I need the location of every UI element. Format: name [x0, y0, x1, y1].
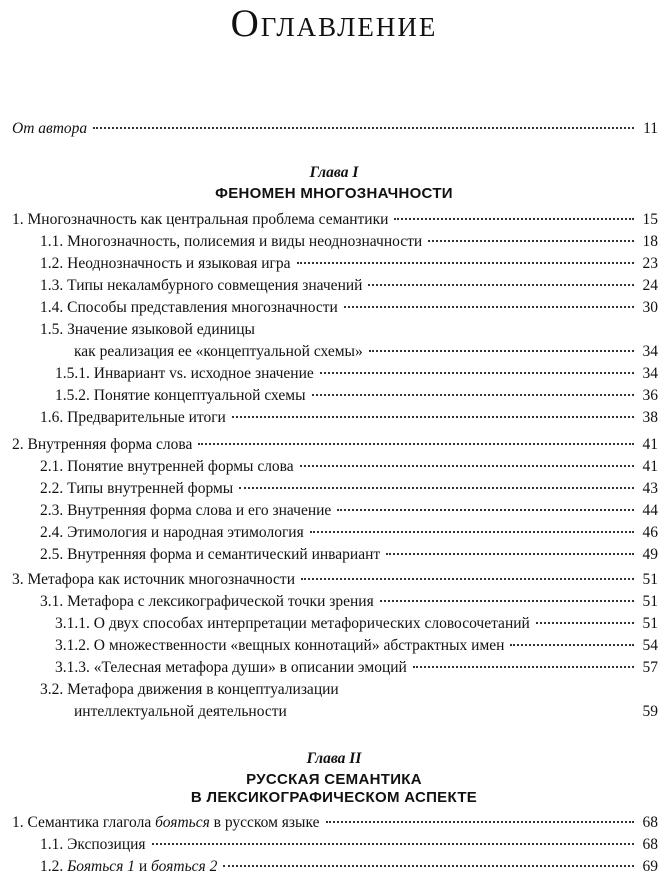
toc-entry-text: 1.3. Типы некаламбурного совмещения значений [40, 277, 363, 294]
toc-entry-text: 2.2. Типы внутренней формы [40, 480, 234, 497]
toc-entry[interactable] [0, 363, 658, 385]
toc-page-number: 68 [642, 814, 658, 831]
dot-leader [310, 531, 634, 533]
toc-entry-text: 2.3. Внутренняя форма слова и его значение [40, 502, 332, 519]
toc-entry-text: 3.1.1. О двух способах интерпретации метафорических словосочетаний [55, 615, 530, 632]
toc-entry[interactable] [0, 275, 658, 297]
toc-entry-text: От автора [12, 120, 88, 137]
dot-leader [337, 509, 634, 511]
toc-entry[interactable] [0, 253, 658, 275]
toc-entry-text: 1.5.2. Понятие концептуальной схемы [55, 387, 306, 404]
toc-entry-text: 3.1.3. «Телесная метафора души» в описании эмоций [55, 659, 407, 676]
toc-entry-text: 1.5. Значение языковой единицы [40, 321, 255, 338]
toc-page-number: 57 [642, 659, 658, 676]
chapter-heading: РУССКАЯ СЕМАНТИКА [246, 771, 422, 788]
toc-entry[interactable] [0, 635, 658, 657]
dot-leader [394, 218, 634, 220]
toc-entry[interactable] [0, 812, 658, 834]
toc-page-number: 51 [642, 593, 658, 610]
toc-entry-text: 1.1. Экспозиция [40, 836, 146, 853]
toc-entry-text: 3. Метафора как источник многозначности [12, 571, 295, 588]
toc-page-number: 69 [642, 858, 658, 875]
toc-entry[interactable] [0, 657, 658, 679]
toc-page-number: 23 [642, 255, 658, 272]
toc-page-number: 68 [642, 836, 658, 853]
toc-entry-text: 1.4. Способы представления многозначности [40, 299, 338, 316]
dot-leader [297, 262, 634, 264]
toc-page-number: 24 [642, 277, 658, 294]
toc-entry-text: 2.4. Этимология и народная этимология [40, 524, 304, 541]
toc-entry[interactable] [0, 856, 658, 878]
dot-leader [93, 127, 634, 129]
toc-page-number: 51 [642, 615, 658, 632]
toc-page-number: 36 [642, 387, 658, 404]
toc-entry-text: 1.2. Бояться 1 и бояться 2 [40, 858, 218, 875]
toc-entry[interactable] [0, 544, 658, 566]
dot-leader [413, 666, 634, 668]
dot-leader [369, 350, 634, 352]
dot-leader [312, 394, 635, 396]
toc-entry[interactable] [0, 341, 658, 363]
toc-entry-text: 1.1. Многозначность, полисемия и виды неоднозначности [40, 233, 423, 250]
toc-page-number: 59 [642, 703, 658, 720]
dot-leader [300, 465, 634, 467]
dot-leader [152, 843, 634, 845]
toc-entry[interactable] [0, 385, 658, 407]
toc-page-number: 41 [642, 436, 658, 453]
dot-leader [536, 622, 634, 624]
toc-entry[interactable] [0, 500, 658, 522]
toc-page-number: 34 [642, 343, 658, 360]
dot-leader [380, 600, 634, 602]
toc-entry-text: 1.5.1. Инвариант vs. исходное значение [55, 365, 314, 382]
toc-page-number: 34 [642, 365, 658, 382]
dot-leader [223, 865, 634, 867]
toc-page-number: 44 [642, 502, 658, 519]
toc-entry[interactable] [0, 231, 658, 253]
toc-entry-text: 2.1. Понятие внутренней формы слова [40, 458, 294, 475]
toc-entry-text: 1. Многозначность как центральная проблема семантики [12, 211, 389, 228]
toc-entry-text: как реализация ее «концептуальной схемы» [74, 343, 363, 360]
toc-entry-text: 3.1. Метафора с лексикографической точки зрения [40, 593, 374, 610]
toc-page-number: 41 [642, 458, 658, 475]
toc-entry[interactable] [0, 297, 658, 319]
dot-leader [239, 487, 634, 489]
toc-entry[interactable] [0, 209, 658, 231]
dot-leader [320, 372, 634, 374]
toc-entry-text: 1.2. Неоднозначность и языковая игра [40, 255, 291, 272]
chapter-label: Глава II [306, 750, 362, 767]
toc-entry[interactable] [0, 456, 658, 478]
toc-page-number: 11 [643, 120, 658, 137]
toc-entry[interactable] [0, 591, 658, 613]
dot-leader [368, 284, 634, 286]
toc-page-number: 30 [642, 299, 658, 316]
toc-entry-text: 3.1.2. О множественности «вещных коннотаций» абстрактных имен [55, 637, 505, 654]
dot-leader [344, 306, 634, 308]
toc-entry-text: 3.2. Метафора движения в концептуализации [40, 681, 339, 698]
dot-leader [198, 443, 634, 445]
toc-entry[interactable] [0, 407, 658, 429]
toc-page-number: 54 [642, 637, 658, 654]
toc-entry[interactable] [0, 478, 658, 500]
toc-page-number: 43 [642, 480, 658, 497]
toc-entry[interactable] [0, 613, 658, 635]
toc-entry-preface[interactable] [0, 118, 658, 140]
toc-page-number: 15 [642, 211, 658, 228]
dot-leader [326, 821, 635, 823]
toc-entry[interactable] [0, 701, 658, 723]
toc-entry[interactable] [0, 319, 658, 341]
toc-entry[interactable] [0, 569, 658, 591]
toc-page-number: 49 [642, 546, 658, 563]
toc-page-number: 18 [642, 233, 658, 250]
toc-entry-text: 2. Внутренняя форма слова [12, 436, 193, 453]
toc-entry-text: 1. Семантика глагола бояться в русском языке [12, 814, 320, 831]
toc-entry[interactable] [0, 679, 658, 701]
chapter-heading: ФЕНОМЕН МНОГОЗНАЧНОСТИ [215, 185, 453, 202]
chapter-heading: В ЛЕКСИКОГРАФИЧЕСКОМ АСПЕКТЕ [190, 789, 478, 806]
page-title: Оглавление [230, 2, 438, 45]
toc-entry-text: 1.6. Предварительные итоги [40, 409, 226, 426]
toc-entry[interactable] [0, 434, 658, 456]
dot-leader [232, 416, 634, 418]
toc-page-number: 38 [642, 409, 658, 426]
dot-leader [301, 578, 634, 580]
chapter-label: Глава I [309, 164, 359, 181]
toc-entry[interactable] [0, 522, 658, 544]
dot-leader [428, 240, 634, 242]
dot-leader [386, 553, 634, 555]
toc-page-number: 51 [642, 571, 658, 588]
toc-page-number: 46 [642, 524, 658, 541]
dot-leader [510, 644, 634, 646]
toc-entry-text: интеллектуальной деятельности [74, 703, 287, 720]
toc-entry-text: 2.5. Внутренняя форма и семантический инвариант [40, 546, 381, 563]
toc-entry[interactable] [0, 834, 658, 856]
